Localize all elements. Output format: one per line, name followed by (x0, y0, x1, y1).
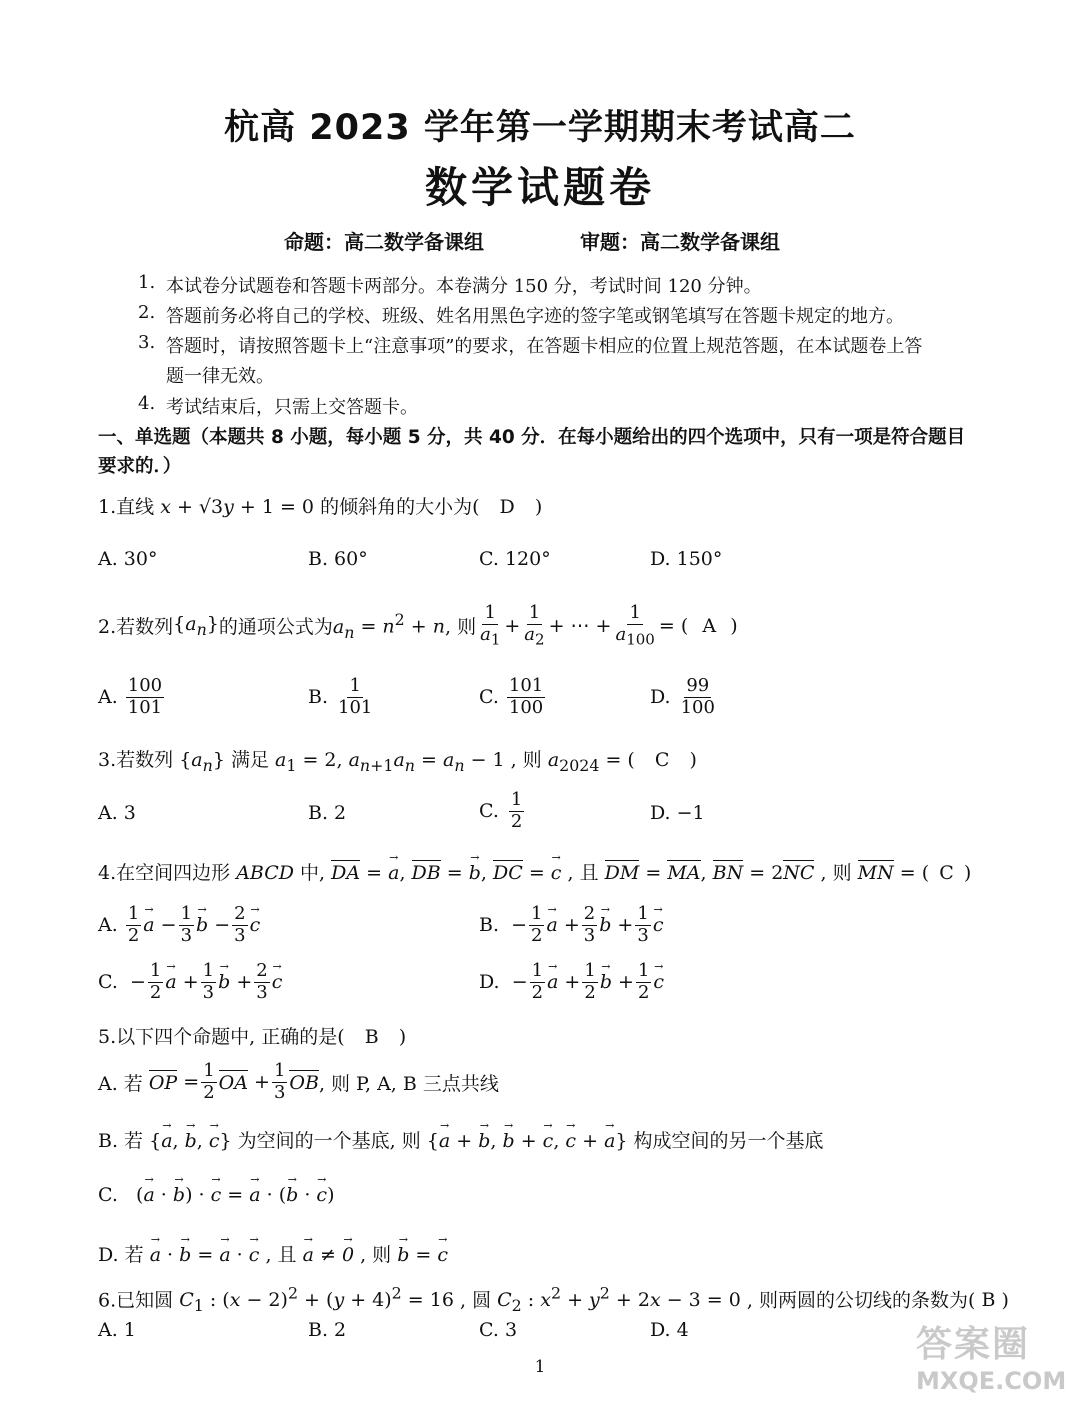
q3-close: ) (689, 749, 697, 771)
q2-option-a-label: A. (98, 686, 118, 709)
q4-target: MN = ( (857, 862, 930, 884)
q3-option-c-label: C. (479, 800, 499, 823)
q2-answer: A (702, 614, 717, 637)
q3-mid: 满足 (230, 749, 269, 771)
note-2: 答题前务必将自己的学校、班级、姓名用黑色字迹的签字笔或钢笔填写在答题卡规定的地方。 (166, 306, 904, 327)
q2-option-c-label: C. (479, 686, 499, 709)
q1-formula: x + √3y + 1 = 0 (160, 496, 315, 518)
q5-option-b-label: B. 若 (98, 1130, 144, 1152)
q1-option-c: C. 120° (479, 548, 551, 570)
exam-title: 杭高 2023 学年第一学期期末考试高二 (224, 108, 856, 148)
q3-option-c (479, 790, 526, 832)
q2-option-b-label: B. (308, 686, 329, 709)
q5-option-c: C. (→ a · → b) · → c = → a · (→ b · → c) (98, 1184, 334, 1206)
watermark-logo: 答案圈 (916, 1324, 1031, 1365)
q4-option-b-label: B. (479, 914, 500, 937)
q2-seq: $\{a_n\}$ (173, 612, 219, 639)
q3-option-a: A. 3 (98, 802, 136, 824)
q4-then: , 且 (567, 862, 599, 884)
note-2-num: 2. (138, 302, 156, 323)
q3-option-d: D. −1 (650, 802, 705, 824)
q2-close: ) (730, 614, 738, 637)
watermark (916, 1316, 1066, 1406)
note-1-num: 1. (138, 272, 156, 293)
question-4 (98, 858, 971, 885)
q4-option-c: C. − $\frac{1}{2}$ → a + $\frac{1}{3}$ → b + $\frac{2}{3}$ → c (98, 961, 282, 1003)
q1-option-a: A. 30° (98, 548, 158, 570)
q4-mid: 中, (300, 862, 326, 884)
watermark-url: MXQE.COM (916, 1367, 1067, 1395)
q2-term100: $\frac{1}{a_{100}}$ (615, 602, 655, 649)
q3-option-c-den: 2 (510, 810, 523, 832)
q2-formula: $a_n = n^2 + n$ (332, 610, 445, 642)
q4-option-a-label: A. (98, 914, 118, 937)
q6-option-c: C. 3 (479, 1319, 518, 1341)
q4-option-d: D. − $\frac{1}{2}$ → a + $\frac{1}{2}$ → b + $\frac{1}{2}$ → c (479, 961, 664, 1003)
q4-then2: , 则 (820, 862, 852, 884)
q2-option-b-den: 101 (338, 696, 373, 718)
q3-option-b: B. 2 (308, 802, 347, 824)
q4-option-b: B. − $\frac{1}{2}$ → a + $\frac{2}{3}$ → b + $\frac{1}{3}$ → c (479, 904, 663, 946)
note-3-num: 3. (138, 332, 156, 353)
q2-mid: 的通项公式为 (218, 616, 333, 639)
question-6 (98, 1284, 1009, 1315)
page-number: 1 (534, 1357, 546, 1377)
q5-option-d-mid: , 且 (265, 1244, 297, 1266)
q1-option-d: D. 150° (650, 548, 723, 570)
q5-stem: 5.以下四个命题中, 正确的是( (98, 1026, 345, 1048)
q2-option-d (650, 676, 719, 718)
q2-option-a (98, 676, 166, 718)
q4-given: DA = → a, DB = → b, DC = → c (331, 862, 561, 884)
note-3-cont: 题一律无效。 (166, 366, 274, 387)
q2-then: , 则 (444, 616, 477, 639)
q2-option-c-den: 100 (508, 696, 544, 718)
question-5 (98, 1022, 406, 1049)
note-1: 本试卷分试题卷和答题卡两部分。本卷满分 150 分，考试时间 120 分钟。 (166, 276, 762, 297)
q6-option-b: B. 2 (308, 1319, 347, 1341)
q6-option-d: D. 4 (650, 1319, 689, 1341)
q2-term2: $\frac{1}{a_2}$ (524, 602, 545, 649)
q4-prefix: 4.在空间四边形 (98, 862, 231, 884)
q2-prefix: 2.若数列 (98, 616, 174, 639)
q3-prefix: 3.若数列 (98, 749, 174, 771)
q6-option-a: A. 1 (98, 1319, 136, 1341)
q5-option-d-then: , 则 (360, 1244, 392, 1266)
q5-option-d-label: D. 若 (98, 1244, 144, 1266)
section-heading: 一、单选题（本题共 8 小题，每小题 5 分，共 40 分．在每小题给出的四个选项中，只有一项是符合题目 (98, 427, 966, 448)
q3-answer: C (654, 749, 670, 771)
q1-close: ) (534, 496, 543, 518)
q2-option-a-den: 101 (127, 696, 163, 718)
q1-prefix: 1.直线 (98, 496, 155, 518)
q6-mid: , 圆 (459, 1289, 492, 1312)
q1-suffix: 的倾斜角的大小为( (320, 496, 480, 518)
q3-target: $a_{2024}$ = ( (547, 749, 635, 775)
q3-option-c-num: 1 (510, 789, 523, 810)
question-3 (98, 745, 697, 775)
q5-option-a-tail: , 则 P, A, B 三点共线 (318, 1072, 499, 1095)
note-4: 考试结束后，只需上交答题卡。 (166, 397, 418, 418)
q2-option-c (479, 676, 547, 718)
q2-option-b-num: 1 (349, 675, 361, 696)
q4-option-c-label: C. (98, 971, 118, 994)
note-3: 答题时，请按照答题卡上“注意事项”的要求，在答题卡相应的位置上规范答题，在本试题卷上答 (166, 336, 923, 357)
q5-option-b-tail: 构成空间的另一个基底 (633, 1130, 824, 1152)
q6-prefix: 6.已知圆 (98, 1289, 174, 1312)
q4-answer: C (939, 862, 954, 884)
q2-option-b (308, 676, 376, 718)
q4-option-a: A. $\frac{1}{2}$ → a − $\frac{1}{3}$ → b − $\frac{2}{3}$ → c (98, 904, 260, 946)
note-4-num: 4. (138, 393, 156, 414)
q6-suffix: , 则两圆的公切线的条数为( (746, 1289, 976, 1312)
q4-option-d-label: D. (479, 971, 500, 994)
question-1 (98, 492, 542, 519)
q4-close: ) (963, 862, 972, 884)
q5-option-b: B. 若 {→ a, → b, → c} 为空间的一个基底, 则 {→ a + → b, → b + → c, → c + → a} 构成空间的另一个基底 (98, 1126, 824, 1153)
q5-close: ) (398, 1026, 407, 1048)
q2-option-a-num: 100 (127, 675, 163, 696)
section-heading-cont: 要求的．） (98, 456, 182, 477)
q2-option-d-label: D. (650, 686, 671, 709)
author-reviewer: 审题：高二数学备课组 (580, 230, 780, 254)
question-2: 2.若数列 $\{a_n\}$ 的通项公式为 $a_n = n^2 + n$ , 则 $\frac{1}{a_1}$ + $\frac{1}{a_2}$ + ⋯ + $\frac{1}{a_{100}}$ = ( A ) (98, 602, 738, 649)
q6-close: ) (1001, 1289, 1009, 1312)
q4-shape: ABCD (236, 862, 294, 884)
q1-option-b: B. 60° (308, 548, 368, 570)
q2-option-d-den: 100 (680, 696, 715, 718)
q6-circle2: $C_2$ : $x^2 + y^2 + 2x - 3 = 0$ (497, 1284, 741, 1316)
q2-term1: $\frac{1}{a_1}$ (480, 602, 501, 649)
author-proposer: 命题：高二数学备课组 (284, 230, 484, 254)
q3-seq: $\{a_n\}$ (179, 749, 225, 775)
q6-circle1: $C_1$ : $(x - 2)^2 + (y + 4)^2 = 16$ (179, 1284, 454, 1316)
q5-option-a: A. 若 OP = $\frac{1}{2}$ OA + $\frac{1}{3}$ OB , 则 P, A, B 三点共线 (98, 1060, 499, 1103)
q3-formula: $a_1 = 2$, $a_{n+1}a_n = a_n - 1$ (275, 749, 505, 775)
q5-answer: B (364, 1026, 379, 1048)
exam-subtitle: 数学试题卷 (424, 163, 655, 212)
q5-option-b-mid: 为空间的一个基底, 则 (237, 1130, 421, 1152)
q5-option-d: D. 若 → a · → b = → a · → c , 且 → a ≠ → 0 , 则 → b = → c (98, 1240, 448, 1267)
q3-then: , 则 (510, 749, 542, 771)
q6-answer: B (981, 1289, 996, 1312)
q2-option-c-num: 101 (508, 675, 544, 696)
q2-option-d-num: 99 (686, 675, 710, 696)
q5-option-a-label: A. 若 (98, 1072, 143, 1095)
q1-answer: D (499, 496, 515, 518)
q5-option-c-label: C. (98, 1184, 118, 1206)
q4-cond: DM = MA, BN = 2NC (604, 862, 815, 884)
